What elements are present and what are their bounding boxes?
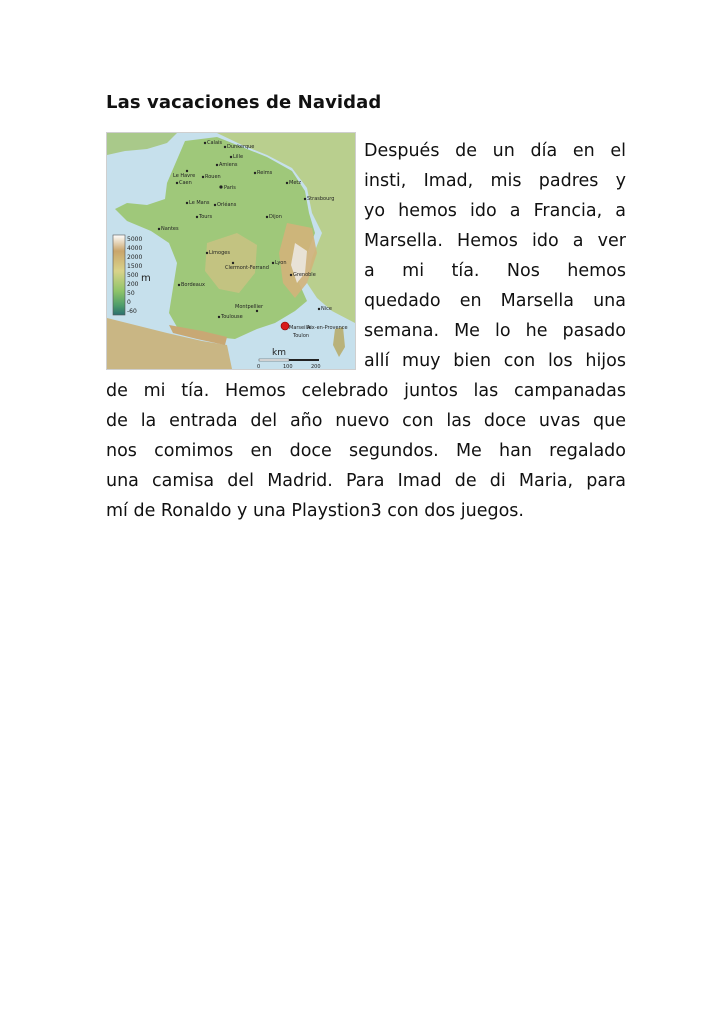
city-label: Clermont-Ferrand bbox=[225, 265, 269, 271]
marseille-marker-icon bbox=[281, 322, 289, 330]
legend-value: 1500 bbox=[127, 263, 143, 270]
text-line: mí de Ronaldo y una Playstion3 con dos juegos. bbox=[106, 501, 524, 521]
legend-value: 50 bbox=[127, 290, 135, 297]
text-line: Después de un día en el bbox=[364, 141, 626, 161]
text-line: semana. Me lo he pasado bbox=[364, 321, 626, 341]
city-label: Reims bbox=[257, 170, 273, 176]
city-label: Bordeaux bbox=[181, 282, 205, 288]
city-label: Marseille bbox=[289, 325, 312, 331]
text-line: nos comimos en doce segundos. Me han regalado bbox=[106, 441, 626, 461]
city-label: Nice bbox=[321, 306, 332, 312]
city-label: Le Mans bbox=[189, 200, 210, 206]
city-label: Toulouse bbox=[221, 314, 243, 320]
text-line: insti, Imad, mis padres y bbox=[364, 171, 626, 191]
city-label: Paris bbox=[224, 185, 236, 191]
city-label: Nantes bbox=[161, 226, 179, 232]
city-label: Montpellier bbox=[235, 304, 264, 310]
text-line: una camisa del Madrid. Para Imad de di Maria, para bbox=[106, 471, 626, 491]
legend-value: 2000 bbox=[127, 254, 143, 261]
document-title: Las vacaciones de Navidad bbox=[106, 92, 382, 113]
city-label: Toulon bbox=[293, 333, 310, 339]
scale-tick: 200 bbox=[311, 364, 321, 369]
city-label: Caen bbox=[179, 180, 192, 186]
city-label: Calais bbox=[207, 140, 223, 146]
text-line: quedado en Marsella una bbox=[364, 291, 626, 311]
city-label: Lille bbox=[233, 154, 244, 160]
legend-value: 5000 bbox=[127, 236, 143, 243]
scale-tick: 100 bbox=[283, 364, 293, 369]
city-label: Dijon bbox=[269, 214, 282, 220]
legend-unit: m bbox=[141, 273, 151, 284]
city-label: Amiens bbox=[219, 162, 238, 168]
text-line: allí muy bien con los hijos bbox=[364, 351, 626, 371]
city-label: Lyon bbox=[275, 260, 287, 266]
city-label: Strasbourg bbox=[307, 196, 335, 202]
text-line: yo hemos ido a Francia, a bbox=[364, 201, 626, 221]
legend-value: -60 bbox=[127, 308, 137, 315]
legend-value: 500 bbox=[127, 272, 139, 279]
text-line: de la entrada del año nuevo con las doce uvas que bbox=[106, 411, 626, 431]
france-relief-map bbox=[107, 133, 355, 369]
city-label: Orléans bbox=[217, 202, 237, 208]
legend-value: 200 bbox=[127, 281, 139, 288]
text-line: a mi tía. Nos hemos bbox=[364, 261, 626, 281]
city-label: Dunkerque bbox=[227, 144, 255, 150]
city-label: Aix-en-Provence bbox=[307, 325, 348, 331]
city-label: Metz bbox=[289, 180, 301, 186]
france-map-image bbox=[106, 132, 356, 370]
text-line: de mi tía. Hemos celebrado juntos las campanadas bbox=[106, 381, 626, 401]
scale-tick: 0 bbox=[257, 364, 261, 369]
city-label: Limoges bbox=[209, 250, 230, 256]
city-label: Tours bbox=[199, 214, 213, 220]
text-line: Marsella. Hemos ido a ver bbox=[364, 231, 626, 251]
city-label: Le Havre bbox=[173, 173, 196, 179]
city-label: Grenoble bbox=[293, 272, 316, 278]
legend-value: 0 bbox=[127, 299, 131, 306]
scale-unit: km bbox=[272, 348, 286, 358]
legend-value: 4000 bbox=[127, 245, 143, 252]
city-label: Rouen bbox=[205, 174, 221, 180]
